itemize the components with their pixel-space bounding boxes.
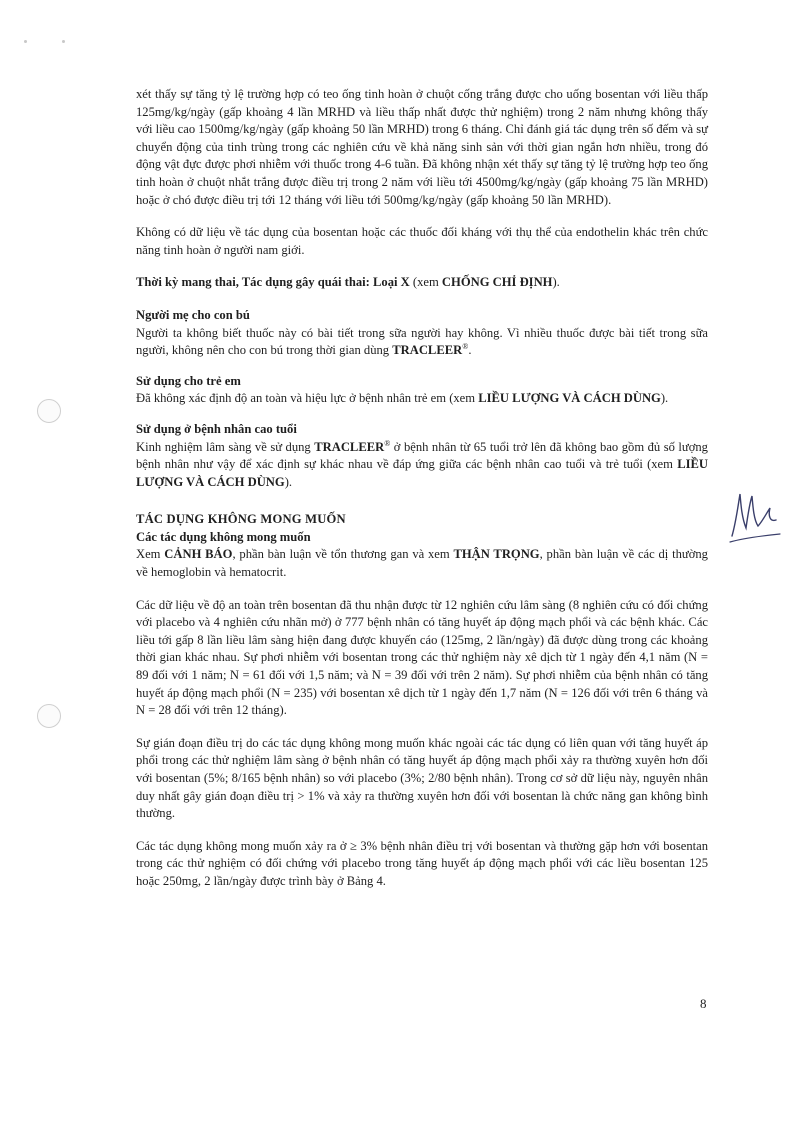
- registered-mark: ®: [384, 438, 391, 448]
- pediatric-section: [136, 373, 708, 408]
- warnings-ref: CẢNH BÁO: [164, 547, 233, 562]
- nursing-text: [136, 325, 708, 360]
- pregnancy-ref-suffix: ).: [552, 275, 560, 290]
- nursing-end: .: [468, 343, 472, 358]
- geriatric-heading: Sử dụng ở bệnh nhân cao tuổi: [136, 421, 297, 436]
- dosage-ref: LIỀU LƯỢNG VÀ CÁCH DÙNG: [478, 391, 661, 406]
- adverse-section-title: TÁC DỤNG KHÔNG MONG MUỐN: [136, 512, 346, 527]
- discontinuation-paragraph: Sự gián đoạn điều trị do các tác dụng không mong muốn khác ngoài các tác dụng có liên quan với tăng huyết áp phổi trong các thử nghiệm lâm sàng ở bệnh nhân có tăng huyết áp động mạch phổi xảy ra thường xuyên hơn đối với bosentan (5%; 8/165 bệnh nhân) so với placebo (3%; 2/80 bệnh nhân). Trong cơ sở dữ liệu này, nguyên nhân duy nhất gây gián đoạn điều trị > 1% và xảy ra thường xuyên hơn đối với bosentan là chức năng gan không bình thường.: [136, 735, 708, 821]
- geriatric-text: [136, 439, 708, 492]
- see-tail: , phần bàn luận về các dị thường về hemoglobin và hematocrit.: [136, 547, 708, 580]
- contraindication-ref: CHỐNG CHỈ ĐỊNH: [441, 275, 553, 290]
- scan-mark: [24, 40, 27, 43]
- testicular-paragraph: xét thấy sự tăng tỷ lệ trường hợp có teo ống tinh hoàn ở chuột cống trắng được cho uống bosentan với liều thấp 125mg/kg/ngày (gấp khoảng 4 lần MRHD và liều thấp nhất được thử nghiệm) trong 2 năm nhưng không thấy với liều cao 1500mg/kg/ngày (gấp khoảng 50 lần MRHD) trong 6 tháng. Chỉ đánh giá tác dụng trên số đếm và sự chuyển động của tinh trùng trong các nghiên cứu về khả năng sinh sản với thời gian ngắn hơn nhiều, trong đó động vật đực được phơi nhiễm với thuốc trong 4-6 tuần. Đã không nhận xét thấy sự tăng tỷ lệ trường hợp teo ống tinh hoàn ở chuột nhắt trắng được điều trị trong 2 năm với liều tới 4500mg/kg/ngày (gấp khoảng 75 lần MRHD) hoặc ở chó được điều trị tới 12 tháng với liều tới 500mg/kg/ngày (gấp khoảng 50 lần MRHD).: [136, 87, 708, 207]
- pediatric-body: Đã không xác định độ an toàn và hiệu lực ở bệnh nhân trẻ em (xem: [136, 391, 479, 406]
- document-body: [136, 86, 708, 906]
- nursing-heading: Người mẹ cho con bú: [136, 307, 250, 322]
- handwritten-signature: [726, 484, 782, 546]
- see-prefix: Xem: [136, 547, 165, 562]
- endothelin-paragraph: Không có dữ liệu về tác dụng của bosentan hoặc các thuốc đối kháng với thụ thể của endothelin khác trên chức năng tinh hoàn ở người nam giới.: [136, 225, 708, 257]
- pregnancy-line: [136, 274, 708, 292]
- adverse-see-also: [136, 546, 708, 581]
- pediatric-heading: Sử dụng cho trẻ em: [136, 373, 241, 388]
- geriatric-section: [136, 421, 708, 491]
- punch-hole: [37, 704, 61, 728]
- safety-data-paragraph: Các dữ liệu về độ an toàn trên bosentan đã thu nhận được từ 12 nghiên cứu lâm sàng (8 nghiên cứu có đối chứng với placebo và 4 nghiên cứu nhãn mở) ở 777 bệnh nhân có tăng huyết áp động mạch phổi và các bệnh khác. Các liều tới gấp 8 lần liều lâm sàng hiện đang được khuyến cáo (125mg, 2 lần/ngày) đã được dùng trong các khoảng thời gian khác nhau. Sự phơi nhiễm với bosentan trong các thử nghiệm này xê dịch từ 1 ngày đến 4,1 năm (N = 89 đối với 1 năm; N = 61 đối với 1,5 năm; và N = 39 đối với trên 2 năm). Sự phơi nhiễm của bệnh nhân có tăng huyết áp động mạch phổi (N = 235) với bosentan xê dịch từ 1 ngày đến 1,7 năm (N = 126 đối với trên 6 tháng và N = 28 đối với trên 12 tháng).: [136, 597, 708, 718]
- nursing-body: Người ta không biết thuốc này có bài tiết trong sữa người hay không. Vì nhiều thuốc được bài tiết trong sữa người, không nên cho con bú trong thời gian dùng: [136, 325, 708, 358]
- pregnancy-label: Thời kỳ mang thai, Tác dụng gây quái thai: Loại X: [136, 275, 410, 290]
- adverse-subheading: Các tác dụng không mong muốn: [136, 529, 311, 544]
- table-intro-paragraph: Các tác dụng không mong muốn xảy ra ở ≥ 3% bệnh nhân điều trị với bosentan và thường gặp hơn với bosentan trong các thử nghiệm có đối chứng với placebo trong tăng huyết áp động mạch phổi với các liều bosentan 125 hoặc 250mg, 2 lần/ngày được trình bày ở Bảng 4.: [136, 838, 708, 888]
- geriatric-body-b: ở bệnh nhân từ 65 tuổi trở lên đã không bao gồm đủ số lượng bệnh nhân như vậy để xác định sự khác nhau về đáp ứng giữa các bệnh nhân cao tuổi và trẻ tuổi (xem: [136, 439, 708, 472]
- scan-mark: [62, 40, 65, 43]
- precautions-ref: THẬN TRỌNG: [453, 547, 540, 562]
- geriatric-end: ).: [284, 474, 293, 489]
- dosage-ref: LIỀU LƯỢNG VÀ CÁCH DÙNG: [136, 457, 708, 489]
- nursing-section: [136, 307, 708, 360]
- pregnancy-ref-prefix: (xem: [409, 275, 442, 290]
- geriatric-body-a: Kinh nghiệm lâm sàng về sử dụng: [136, 439, 315, 454]
- brand-name: TRACLEER: [314, 439, 385, 454]
- registered-mark: ®: [462, 341, 469, 351]
- punch-hole: [37, 399, 61, 423]
- brand-name: TRACLEER: [392, 343, 463, 358]
- pediatric-text: [136, 390, 708, 408]
- pediatric-end: ).: [660, 391, 669, 406]
- page-number: 8: [700, 996, 707, 1011]
- see-middle: , phần bàn luận về tổn thương gan và xem: [232, 547, 454, 562]
